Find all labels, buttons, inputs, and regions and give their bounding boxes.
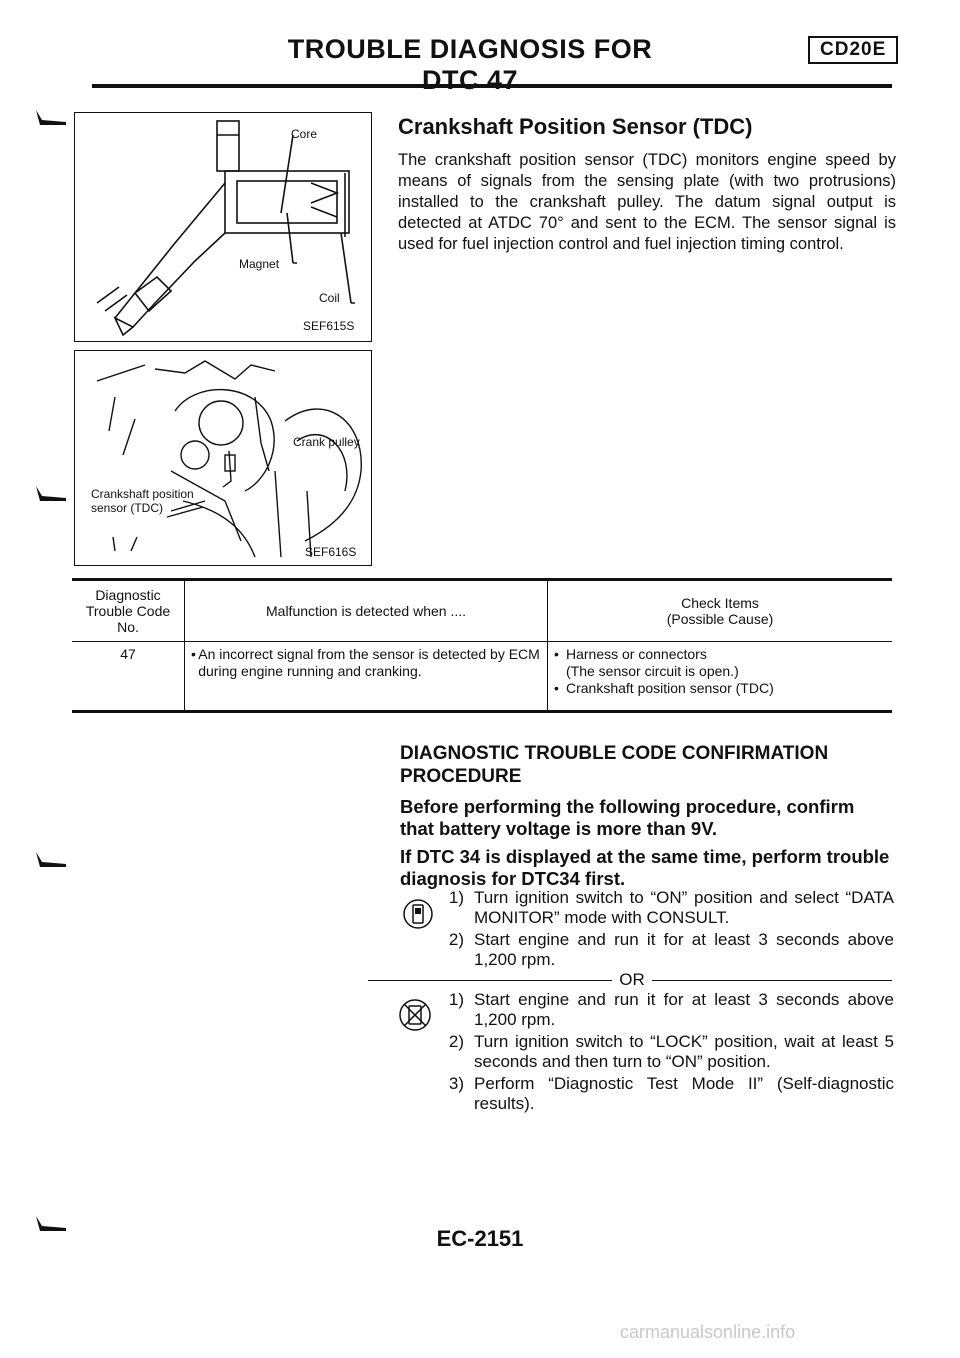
bullet-icon: • — [554, 680, 559, 696]
step-number: 2) — [448, 1032, 464, 1051]
step-number: 3) — [448, 1074, 464, 1093]
battery-note: Before performing the following procedure, confirm that battery voltage is more than 9V. — [400, 796, 855, 839]
margin-mark-icon — [34, 108, 68, 128]
header-code — [72, 580, 185, 642]
header-malfunction: Malfunction is detected when .... — [185, 580, 548, 642]
step-number: 1) — [448, 990, 464, 1009]
section-title: Crankshaft Position Sensor (TDC) — [398, 114, 753, 139]
step-text: Turn ignition switch to “LOCK” position, wait at least 5 seconds and then turn to “ON” position. — [474, 1032, 894, 1071]
check-item: Harness or connectors — [566, 646, 707, 662]
margin-mark-icon — [34, 850, 68, 870]
table-row — [72, 642, 892, 712]
watermark: carmanualsonline.info — [620, 1322, 796, 1342]
step-item — [440, 888, 892, 930]
figure-code: SEF615S — [303, 319, 355, 333]
magnet-label: Magnet — [239, 257, 280, 271]
procedure-title: DIAGNOSTIC TROUBLE CODE CONFIRMATION PROCEDURE — [400, 743, 829, 787]
or-divider — [368, 970, 892, 990]
sensor-label-line1: Crankshaft position — [91, 487, 194, 501]
header-code-line: Trouble Code — [85, 603, 171, 619]
step-item — [440, 1032, 892, 1074]
divider-line — [652, 980, 892, 981]
step-text: Turn ignition switch to “ON” position and select “DATA MONITOR” mode with CONSULT. — [474, 888, 894, 927]
no-consult-icon — [398, 996, 432, 1034]
sensor-cross-section-figure — [74, 112, 372, 342]
dtc34-note: If DTC 34 is displayed at the same time, perform trouble diagnosis for DTC34 first. — [400, 846, 890, 889]
step-item — [440, 930, 892, 972]
step-number: 2) — [448, 930, 464, 949]
check-items-cell — [548, 642, 893, 712]
header-rule — [92, 84, 892, 88]
check-item-sub: (The sensor circuit is open.) — [566, 663, 739, 679]
diagnosis-table — [72, 578, 892, 713]
figure-code: SEF616S — [305, 545, 357, 559]
bullet-icon: • — [554, 646, 559, 662]
step-item — [440, 1074, 892, 1116]
table-header-row — [72, 580, 892, 642]
header-check-line: Check Items — [681, 595, 759, 611]
divider-line — [368, 980, 612, 981]
malfunction-cell — [185, 642, 548, 712]
dtc-code-cell: 47 — [72, 642, 185, 712]
step-item — [440, 990, 892, 1032]
header-code-line: No. — [117, 619, 139, 635]
sensor-location-figure — [74, 350, 372, 566]
no-consult-steps — [440, 990, 894, 1113]
consult-icon — [402, 896, 434, 932]
step-text: Start engine and run it for at least 3 seconds above 1,200 rpm. — [474, 930, 894, 969]
bullet-icon: • — [191, 646, 196, 662]
engine-drawing — [75, 351, 371, 565]
sensor-drawing — [75, 113, 371, 341]
sensor-label-line2: sensor (TDC) — [91, 501, 164, 515]
check-item: Crankshaft position sensor (TDC) — [566, 680, 774, 696]
or-label: OR — [619, 970, 645, 989]
header-check-items — [548, 580, 893, 642]
page-number: EC-2151 — [436, 1226, 524, 1251]
engine-badge: CD20E — [808, 36, 898, 64]
core-label: Core — [291, 127, 318, 141]
margin-mark-icon — [34, 484, 68, 504]
page-title: TROUBLE DIAGNOSIS FOR DTC 47 — [287, 34, 653, 95]
crank-pulley-label: Crank pulley — [293, 435, 360, 449]
step-text: Perform “Diagnostic Test Mode II” (Self-diagnostic results). — [474, 1074, 894, 1113]
header-check-line: (Possible Cause) — [666, 611, 774, 627]
step-number: 1) — [448, 888, 464, 907]
malfunction-text: An incorrect signal from the sensor is detected by ECM during engine running and cranking. — [198, 646, 540, 679]
consult-steps — [440, 888, 892, 968]
coil-label: Coil — [319, 291, 340, 305]
section-body: The crankshaft position sensor (TDC) monitors engine speed by means of signals from the sensing plate (with two protrusions) installed to the crankshaft pulley. The datum signal output is detected at ATDC 70° and sent to the ECM. The sensor signal is used for fuel injection control and fuel injection timing control. — [398, 151, 896, 253]
margin-mark-icon — [34, 1214, 68, 1234]
header-code-line: Diagnostic — [95, 587, 161, 603]
step-text: Start engine and run it for at least 3 seconds above 1,200 rpm. — [474, 990, 894, 1029]
